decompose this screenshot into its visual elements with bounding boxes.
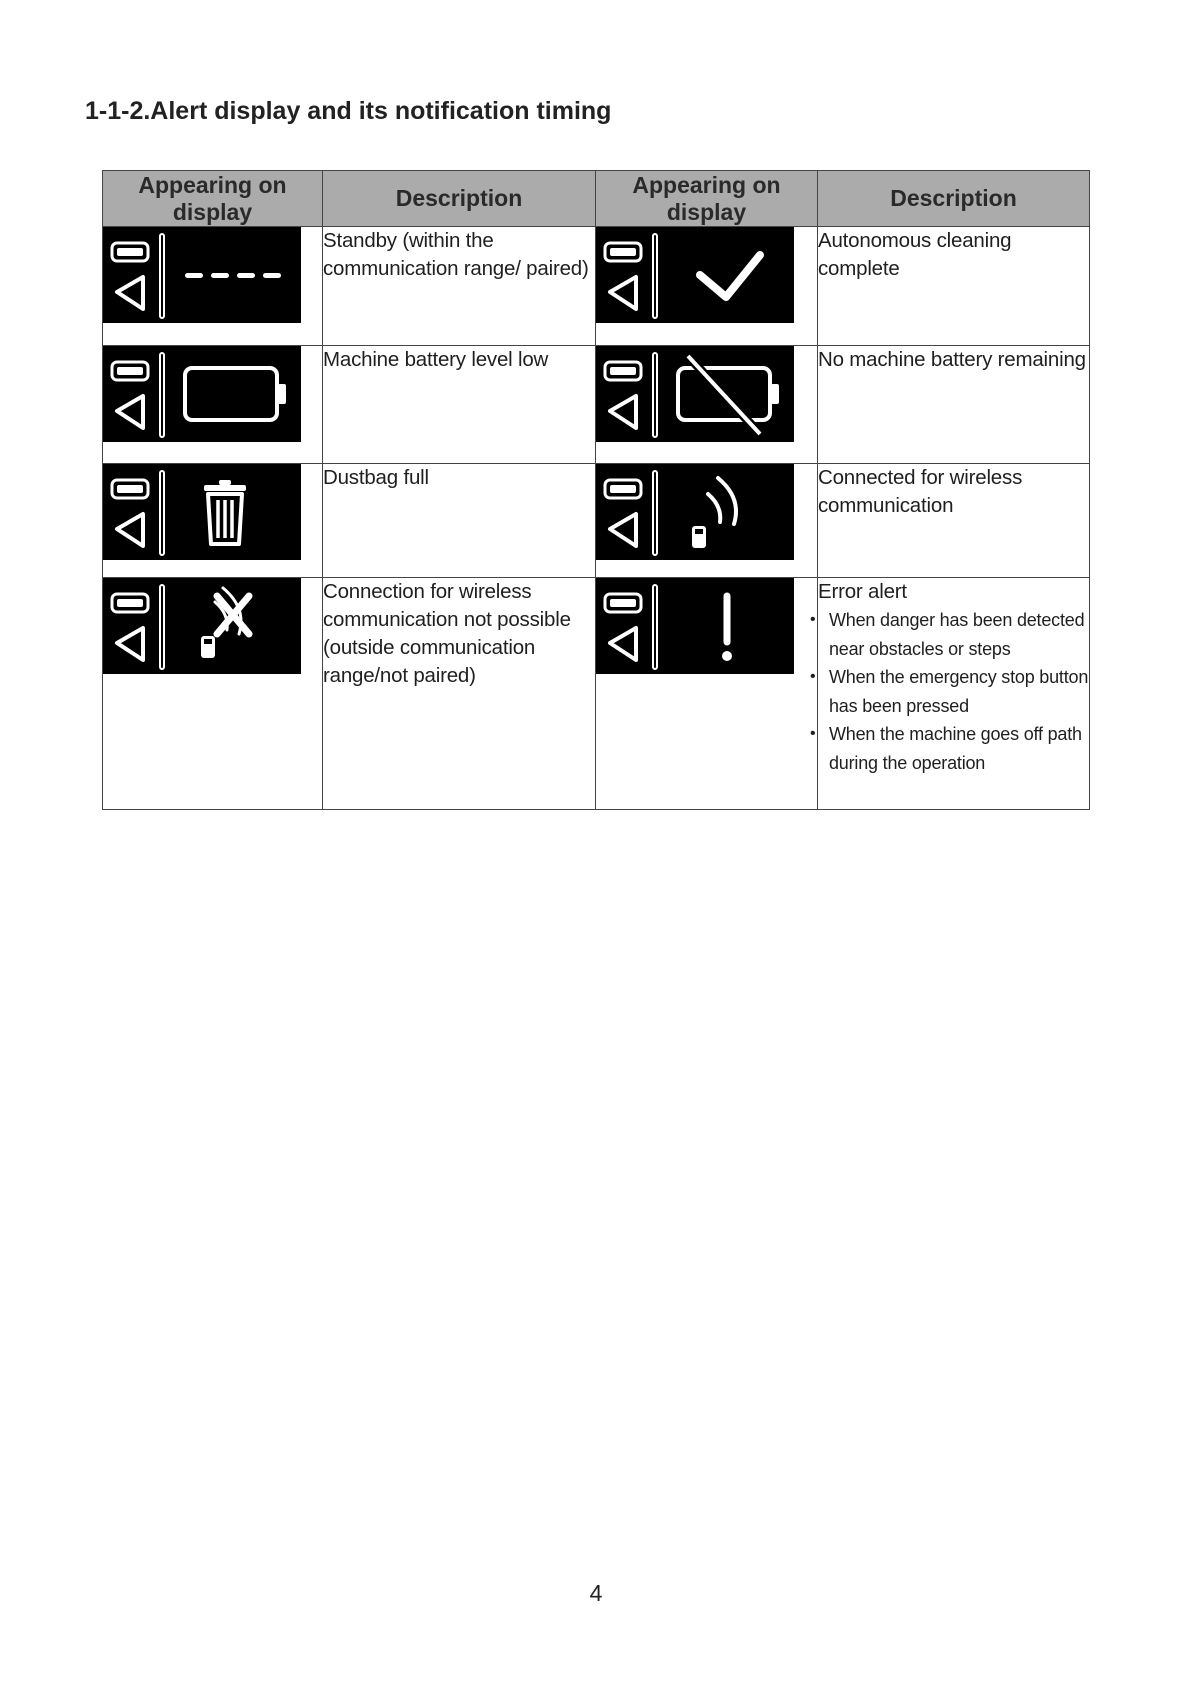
- bullet-icon: •: [810, 668, 816, 685]
- display-cell: [103, 346, 323, 464]
- standby-dashes-icon: [103, 227, 301, 323]
- header-description: Description: [818, 171, 1090, 227]
- description-cell: [810, 578, 1090, 810]
- description-cell: Autonomous cleaning complete: [818, 227, 1090, 346]
- section-heading: 1-1-2.Alert display and its notification timing: [85, 97, 612, 125]
- battery-empty-crossed-icon: [596, 346, 794, 442]
- display-cell: [596, 227, 818, 346]
- table-header-row: [103, 171, 1090, 227]
- wireless-connected-icon: [596, 464, 794, 560]
- trash-bin-icon: [103, 464, 301, 560]
- page-number: 4: [589, 1580, 603, 1606]
- description-cell: Machine battery level low: [323, 346, 596, 464]
- display-cell: [103, 464, 323, 578]
- exclamation-icon: [596, 578, 794, 674]
- header-appearing-on-display: Appearing on display: [596, 171, 818, 227]
- description-cell: Connection for wireless communication not possible (outside communication range/not paired): [323, 578, 596, 810]
- list-item: • When danger has been detected near obstacles or steps: [818, 606, 1089, 663]
- header-description: Description: [323, 171, 596, 227]
- battery-low-icon: [103, 346, 301, 442]
- wireless-disconnected-icon: [103, 578, 301, 674]
- checkmark-icon: [596, 227, 794, 323]
- bullet-icon: •: [810, 725, 816, 742]
- display-cell: [596, 578, 818, 810]
- list-item: • When the machine goes off path during the operation: [818, 720, 1089, 777]
- description-cell: Connected for wireless communication: [818, 464, 1090, 578]
- error-alert-conditions: [810, 606, 1089, 777]
- error-alert-title: Error alert: [818, 580, 907, 603]
- display-cell: [103, 227, 323, 346]
- table-row: [103, 346, 1090, 464]
- bullet-icon: •: [810, 611, 816, 628]
- table-row: [103, 227, 1090, 346]
- description-cell: No machine battery remaining: [818, 346, 1090, 464]
- table-row: [103, 578, 1090, 810]
- display-cell: [596, 346, 818, 464]
- description-cell: Standby (within the communication range/ paired): [323, 227, 596, 346]
- display-cell: [103, 578, 323, 810]
- alert-display-table: [102, 170, 1090, 810]
- table-row: [103, 464, 1090, 578]
- header-appearing-on-display: Appearing on display: [103, 171, 323, 227]
- display-cell: [596, 464, 818, 578]
- list-item: • When the emergency stop button has been pressed: [818, 663, 1089, 720]
- description-cell: Dustbag full: [323, 464, 596, 578]
